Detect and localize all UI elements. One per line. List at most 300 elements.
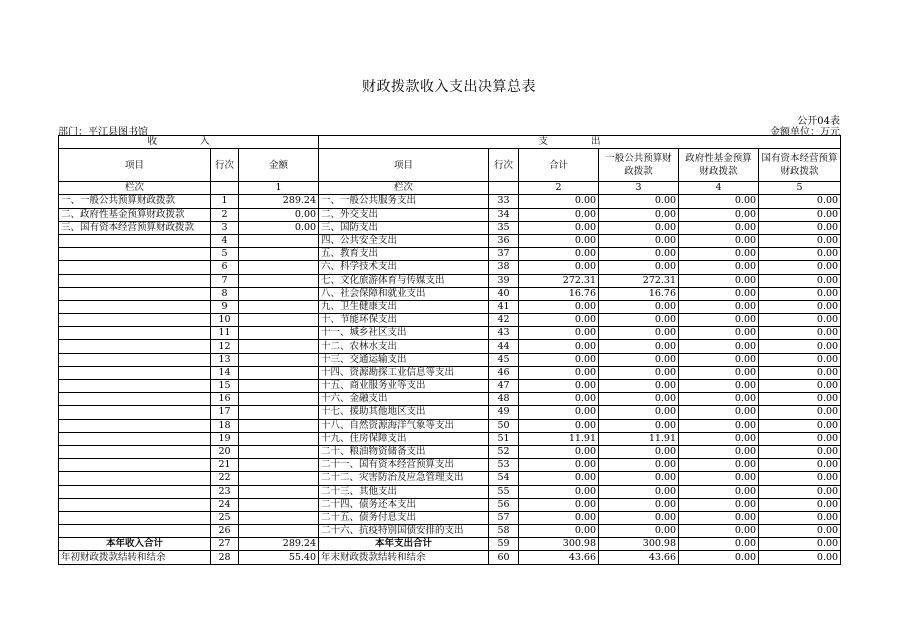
- expense-row-no: 47: [489, 380, 519, 393]
- unit-label: 金额单位：万元: [770, 127, 840, 138]
- state-cell: 0.00: [759, 498, 841, 511]
- total-cell: 0.00: [519, 498, 599, 511]
- header-item: 项目: [59, 149, 211, 182]
- expense-item: 二十二、灾害防治及应急管理支出: [319, 472, 489, 485]
- income-row-no: 18: [211, 419, 239, 432]
- total-cell: 272.31: [519, 274, 599, 287]
- total-cell: 11.91: [519, 432, 599, 445]
- general-cell: 16.76: [599, 287, 679, 300]
- fund-cell: 0.00: [679, 445, 759, 458]
- expense-row-no: 50: [489, 419, 519, 432]
- state-cell: 0.00: [759, 287, 841, 300]
- income-item: 二、政府性基金预算财政拨款: [59, 208, 211, 221]
- col-n5: 5: [759, 182, 841, 195]
- total-cell: 0.00: [519, 300, 599, 313]
- state-cell: 0.00: [759, 195, 841, 208]
- total-row: [59, 538, 841, 551]
- expense-row-no: 33: [489, 195, 519, 208]
- expense-item: 二十五、债务付息支出: [319, 511, 489, 524]
- fund-cell: 0.00: [679, 274, 759, 287]
- total-cell: 0.00: [519, 406, 599, 419]
- state-cell: 0.00: [759, 525, 841, 538]
- column-number-row: [59, 182, 841, 195]
- total-cell: 0.00: [519, 327, 599, 340]
- expense-item: 五、教育支出: [319, 248, 489, 261]
- table-row: [59, 525, 841, 538]
- income-row-no: 20: [211, 445, 239, 458]
- table-row: [59, 221, 841, 234]
- income-row-no: 14: [211, 366, 239, 379]
- expense-item: 四、公共安全支出: [319, 234, 489, 247]
- expense-item: 一、一般公共服务支出: [319, 195, 489, 208]
- fund-cell: 0.00: [679, 208, 759, 221]
- general-cell: 43.66: [599, 551, 679, 564]
- col-n1: 1: [239, 182, 319, 195]
- income-row-no: 15: [211, 380, 239, 393]
- expense-item: 十四、资源勘探工业信息等支出: [319, 366, 489, 379]
- income-item: [59, 314, 211, 327]
- general-cell: 0.00: [599, 208, 679, 221]
- income-row-no: 2: [211, 208, 239, 221]
- income-item: [59, 406, 211, 419]
- fund-cell: 0.00: [679, 327, 759, 340]
- table-row: [59, 485, 841, 498]
- income-amount: [239, 525, 319, 538]
- general-cell: 0.00: [599, 393, 679, 406]
- state-cell: 0.00: [759, 419, 841, 432]
- income-row-no: 27: [211, 538, 239, 551]
- state-cell: 0.00: [759, 432, 841, 445]
- income-item: [59, 459, 211, 472]
- expense-row-no: 43: [489, 327, 519, 340]
- expense-item: 二十六、抗疫特别国债安排的支出: [319, 525, 489, 538]
- income-item: [59, 248, 211, 261]
- income-row-no: 25: [211, 511, 239, 524]
- department-label: 部门：平江县图书馆: [58, 127, 148, 138]
- expense-item: 十五、商业服务业等支出: [319, 380, 489, 393]
- total-cell: 16.76: [519, 287, 599, 300]
- income-row-no: 24: [211, 498, 239, 511]
- fund-cell: 0.00: [679, 380, 759, 393]
- expense-row-no: 45: [489, 353, 519, 366]
- header-item2: 项目: [319, 149, 489, 182]
- income-item: [59, 472, 211, 485]
- state-cell: 0.00: [759, 340, 841, 353]
- income-row-no: 17: [211, 406, 239, 419]
- total-cell: 0.00: [519, 380, 599, 393]
- expense-item: 九、卫生健康支出: [319, 300, 489, 313]
- table-row: [59, 472, 841, 485]
- income-section-header: 收 入: [59, 136, 319, 149]
- expense-row-no: 56: [489, 498, 519, 511]
- income-row-no: 9: [211, 300, 239, 313]
- expense-item: 二十一、国有资本经营预算支出: [319, 459, 489, 472]
- state-cell: 0.00: [759, 261, 841, 274]
- col-empty: [211, 182, 239, 195]
- general-cell: 272.31: [599, 274, 679, 287]
- general-cell: 300.98: [599, 538, 679, 551]
- fund-cell: 0.00: [679, 485, 759, 498]
- table-row: [59, 195, 841, 208]
- general-cell: 0.00: [599, 485, 679, 498]
- fund-cell: 0.00: [679, 393, 759, 406]
- expense-item: 三、国防支出: [319, 221, 489, 234]
- income-amount: 0.00: [239, 208, 319, 221]
- state-cell: 0.00: [759, 538, 841, 551]
- state-cell: 0.00: [759, 234, 841, 247]
- income-row-no: 11: [211, 327, 239, 340]
- fund-cell: 0.00: [679, 340, 759, 353]
- expense-row-no: 35: [489, 221, 519, 234]
- fund-cell: 0.00: [679, 195, 759, 208]
- page-title: 财政拨款收入支出决算总表: [362, 79, 536, 95]
- income-item: [59, 432, 211, 445]
- income-row-no: 16: [211, 393, 239, 406]
- state-cell: 0.00: [759, 472, 841, 485]
- total-cell: 0.00: [519, 485, 599, 498]
- general-cell: 0.00: [599, 445, 679, 458]
- total-cell: 0.00: [519, 234, 599, 247]
- income-item: [59, 380, 211, 393]
- income-row-no: 19: [211, 432, 239, 445]
- expense-row-no: 54: [489, 472, 519, 485]
- fund-cell: 0.00: [679, 287, 759, 300]
- income-amount: [239, 393, 319, 406]
- fund-cell: 0.00: [679, 432, 759, 445]
- general-cell: 0.00: [599, 406, 679, 419]
- total-cell: 0.00: [519, 261, 599, 274]
- general-cell: 0.00: [599, 314, 679, 327]
- total-cell: 0.00: [519, 221, 599, 234]
- income-item: [59, 511, 211, 524]
- general-cell: 0.00: [599, 195, 679, 208]
- income-item: [59, 498, 211, 511]
- income-row-no: 10: [211, 314, 239, 327]
- col-label2: 栏次: [319, 182, 489, 195]
- total-cell: 0.00: [519, 525, 599, 538]
- expense-item: 十二、农林水支出: [319, 340, 489, 353]
- table-row: [59, 366, 841, 379]
- expense-item: 十三、交通运输支出: [319, 353, 489, 366]
- header-amount: 金额: [239, 149, 319, 182]
- fiscal-summary-table: [58, 135, 841, 565]
- income-row-no: 23: [211, 485, 239, 498]
- expense-row-no: 39: [489, 274, 519, 287]
- total-cell: 0.00: [519, 366, 599, 379]
- table-row: [59, 248, 841, 261]
- table-row: [59, 419, 841, 432]
- expense-row-no: 34: [489, 208, 519, 221]
- expense-row-no: 51: [489, 432, 519, 445]
- state-cell: 0.00: [759, 445, 841, 458]
- expense-item: 二十三、其他支出: [319, 485, 489, 498]
- state-cell: 0.00: [759, 406, 841, 419]
- income-item: [59, 445, 211, 458]
- general-cell: 11.91: [599, 432, 679, 445]
- expense-item: 年末财政拨款结转和结余: [319, 551, 489, 564]
- expense-row-no: 49: [489, 406, 519, 419]
- total-cell: 0.00: [519, 314, 599, 327]
- expense-row-no: 42: [489, 314, 519, 327]
- table-row: [59, 234, 841, 247]
- state-cell: 0.00: [759, 353, 841, 366]
- expense-item: 六、科学技术支出: [319, 261, 489, 274]
- general-cell: 0.00: [599, 511, 679, 524]
- expense-item: 二、外交支出: [319, 208, 489, 221]
- expense-row-no: 40: [489, 287, 519, 300]
- state-cell: 0.00: [759, 274, 841, 287]
- col-label: 栏次: [59, 182, 211, 195]
- state-cell: 0.00: [759, 300, 841, 313]
- income-item: [59, 419, 211, 432]
- state-cell: 0.00: [759, 221, 841, 234]
- expense-row-no: 53: [489, 459, 519, 472]
- total-cell: 0.00: [519, 419, 599, 432]
- table-row: [59, 314, 841, 327]
- general-cell: 0.00: [599, 221, 679, 234]
- header-total: 合计: [519, 149, 599, 182]
- expense-item: 十七、援助其他地区支出: [319, 406, 489, 419]
- fund-cell: 0.00: [679, 314, 759, 327]
- table-row: [59, 406, 841, 419]
- form-code: 公开04表: [797, 116, 840, 127]
- general-cell: 0.00: [599, 459, 679, 472]
- state-cell: 0.00: [759, 248, 841, 261]
- fund-cell: 0.00: [679, 300, 759, 313]
- total-cell: 0.00: [519, 445, 599, 458]
- general-cell: 0.00: [599, 525, 679, 538]
- table-row: [59, 498, 841, 511]
- income-row-no: 13: [211, 353, 239, 366]
- income-row-no: 22: [211, 472, 239, 485]
- total-cell: 0.00: [519, 353, 599, 366]
- table-row: [59, 459, 841, 472]
- expense-row-no: 41: [489, 300, 519, 313]
- header-row-no2: 行次: [489, 149, 519, 182]
- general-cell: 0.00: [599, 248, 679, 261]
- table-row: [59, 300, 841, 313]
- expense-row-no: 55: [489, 485, 519, 498]
- fund-cell: 0.00: [679, 261, 759, 274]
- fund-cell: 0.00: [679, 525, 759, 538]
- income-amount: [239, 287, 319, 300]
- income-item: [59, 353, 211, 366]
- expense-item: 十、节能环保支出: [319, 314, 489, 327]
- table-row: [59, 261, 841, 274]
- col-empty2: [489, 182, 519, 195]
- expense-item: 本年支出合计: [319, 538, 489, 551]
- expense-item: 七、文化旅游体育与传媒支出: [319, 274, 489, 287]
- expense-row-no: 58: [489, 525, 519, 538]
- state-cell: 0.00: [759, 366, 841, 379]
- income-item: [59, 340, 211, 353]
- state-cell: 0.00: [759, 393, 841, 406]
- general-cell: 0.00: [599, 472, 679, 485]
- header-general: 一般公共预算财政拨款: [599, 149, 679, 182]
- col-n3: 3: [599, 182, 679, 195]
- state-cell: 0.00: [759, 459, 841, 472]
- table-row: [59, 208, 841, 221]
- table-row: [59, 511, 841, 524]
- expense-row-no: 57: [489, 511, 519, 524]
- general-cell: 0.00: [599, 366, 679, 379]
- income-row-no: 26: [211, 525, 239, 538]
- expense-item: 二十四、债务还本支出: [319, 498, 489, 511]
- income-amount: 55.40: [239, 551, 319, 564]
- header-state: 国有资本经营预算财政拨款: [759, 149, 841, 182]
- header-row-no: 行次: [211, 149, 239, 182]
- income-amount: [239, 366, 319, 379]
- fund-cell: 0.00: [679, 234, 759, 247]
- expense-row-no: 38: [489, 261, 519, 274]
- table-row: [59, 380, 841, 393]
- income-amount: [239, 261, 319, 274]
- state-cell: 0.00: [759, 551, 841, 564]
- income-amount: [239, 314, 319, 327]
- income-row-no: 8: [211, 287, 239, 300]
- income-item: 本年收入合计: [59, 538, 211, 551]
- expense-row-no: 37: [489, 248, 519, 261]
- table-row: [59, 393, 841, 406]
- general-cell: 0.00: [599, 380, 679, 393]
- income-item: [59, 287, 211, 300]
- income-amount: [239, 485, 319, 498]
- income-item: 年初财政拨款结转和结余: [59, 551, 211, 564]
- income-item: [59, 300, 211, 313]
- income-row-no: 1: [211, 195, 239, 208]
- expense-section-header: 支 出: [319, 136, 841, 149]
- income-row-no: 21: [211, 459, 239, 472]
- income-amount: [239, 459, 319, 472]
- income-amount: 0.00: [239, 221, 319, 234]
- fund-cell: 0.00: [679, 353, 759, 366]
- income-row-no: 28: [211, 551, 239, 564]
- income-item: [59, 393, 211, 406]
- income-item: [59, 274, 211, 287]
- fund-cell: 0.00: [679, 248, 759, 261]
- general-cell: 0.00: [599, 300, 679, 313]
- total-cell: 0.00: [519, 459, 599, 472]
- general-cell: 0.00: [599, 261, 679, 274]
- general-cell: 0.00: [599, 498, 679, 511]
- income-amount: [239, 432, 319, 445]
- carryover-row: [59, 551, 841, 564]
- table-row: [59, 445, 841, 458]
- table-row: [59, 274, 841, 287]
- fund-cell: 0.00: [679, 419, 759, 432]
- income-row-no: 7: [211, 274, 239, 287]
- income-item: 一、一般公共预算财政拨款: [59, 195, 211, 208]
- expense-row-no: 48: [489, 393, 519, 406]
- income-amount: 289.24: [239, 538, 319, 551]
- state-cell: 0.00: [759, 485, 841, 498]
- table-row: [59, 432, 841, 445]
- expense-row-no: 52: [489, 445, 519, 458]
- state-cell: 0.00: [759, 511, 841, 524]
- income-amount: [239, 380, 319, 393]
- fund-cell: 0.00: [679, 366, 759, 379]
- income-amount: [239, 340, 319, 353]
- income-amount: [239, 511, 319, 524]
- income-amount: [239, 445, 319, 458]
- fund-cell: 0.00: [679, 472, 759, 485]
- expense-item: 十一、城乡社区支出: [319, 327, 489, 340]
- expense-row-no: 36: [489, 234, 519, 247]
- general-cell: 0.00: [599, 327, 679, 340]
- col-n4: 4: [679, 182, 759, 195]
- income-row-no: 12: [211, 340, 239, 353]
- expense-item: 十八、自然资源海洋气象等支出: [319, 419, 489, 432]
- state-cell: 0.00: [759, 208, 841, 221]
- income-item: [59, 327, 211, 340]
- total-cell: 0.00: [519, 340, 599, 353]
- income-amount: [239, 498, 319, 511]
- total-cell: 0.00: [519, 208, 599, 221]
- expense-row-no: 44: [489, 340, 519, 353]
- state-cell: 0.00: [759, 380, 841, 393]
- expense-row-no: 59: [489, 538, 519, 551]
- expense-item: 十九、住房保障支出: [319, 432, 489, 445]
- total-cell: 0.00: [519, 393, 599, 406]
- income-amount: [239, 353, 319, 366]
- income-amount: 289.24: [239, 195, 319, 208]
- table-row: [59, 287, 841, 300]
- income-item: [59, 261, 211, 274]
- general-cell: 0.00: [599, 353, 679, 366]
- table-row: [59, 353, 841, 366]
- expense-item: 十六、金融支出: [319, 393, 489, 406]
- table-row: [59, 340, 841, 353]
- general-cell: 0.00: [599, 234, 679, 247]
- col-n2: 2: [519, 182, 599, 195]
- general-cell: 0.00: [599, 419, 679, 432]
- total-cell: 43.66: [519, 551, 599, 564]
- expense-row-no: 46: [489, 366, 519, 379]
- general-cell: 0.00: [599, 340, 679, 353]
- income-row-no: 4: [211, 234, 239, 247]
- income-item: [59, 525, 211, 538]
- total-cell: 0.00: [519, 195, 599, 208]
- header-fund: 政府性基金预算财政拨款: [679, 149, 759, 182]
- expense-row-no: 60: [489, 551, 519, 564]
- fund-cell: 0.00: [679, 498, 759, 511]
- state-cell: 0.00: [759, 327, 841, 340]
- column-header-row: [59, 149, 841, 182]
- income-amount: [239, 248, 319, 261]
- income-item: [59, 366, 211, 379]
- income-amount: [239, 406, 319, 419]
- fund-cell: 0.00: [679, 406, 759, 419]
- fund-cell: 0.00: [679, 511, 759, 524]
- fund-cell: 0.00: [679, 551, 759, 564]
- income-item: [59, 234, 211, 247]
- income-amount: [239, 300, 319, 313]
- income-amount: [239, 419, 319, 432]
- income-amount: [239, 327, 319, 340]
- income-amount: [239, 274, 319, 287]
- total-cell: 0.00: [519, 511, 599, 524]
- total-cell: 0.00: [519, 248, 599, 261]
- income-amount: [239, 472, 319, 485]
- table-row: [59, 327, 841, 340]
- income-row-no: 6: [211, 261, 239, 274]
- expense-item: 八、社会保障和就业支出: [319, 287, 489, 300]
- income-row-no: 3: [211, 221, 239, 234]
- state-cell: 0.00: [759, 314, 841, 327]
- total-cell: 300.98: [519, 538, 599, 551]
- income-item: 三、国有资本经营预算财政拨款: [59, 221, 211, 234]
- total-cell: 0.00: [519, 472, 599, 485]
